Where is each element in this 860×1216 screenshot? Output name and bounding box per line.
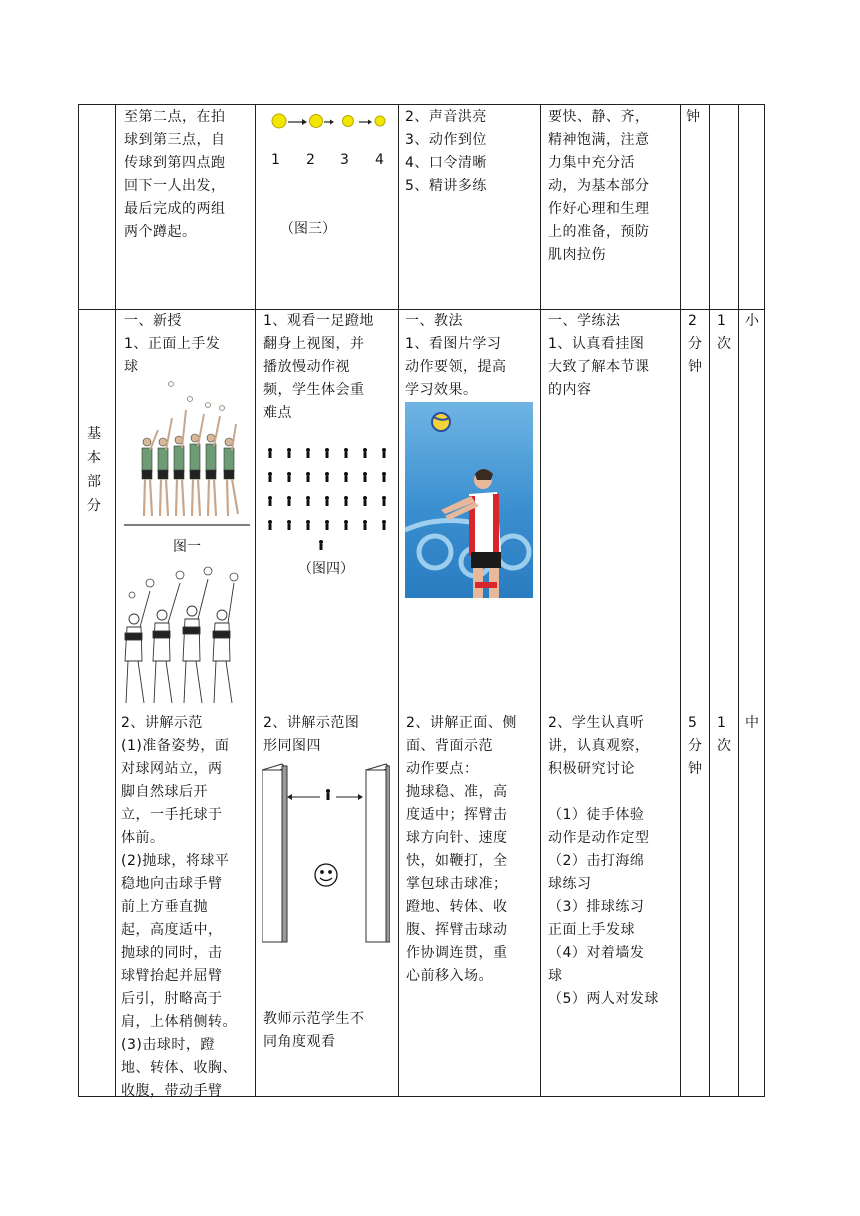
student-icon bbox=[306, 496, 310, 506]
student-icon bbox=[363, 448, 367, 458]
student-icon bbox=[287, 472, 291, 482]
student-icon bbox=[325, 448, 329, 458]
volleyball-icon bbox=[432, 413, 450, 431]
student-icon bbox=[325, 520, 329, 530]
ball-icon bbox=[375, 116, 385, 126]
fig3-number-2: 2 bbox=[306, 152, 315, 168]
fig3-number-3: 3 bbox=[340, 152, 349, 168]
student-icon bbox=[344, 520, 348, 530]
net-post-right bbox=[366, 764, 390, 942]
demo-diagram bbox=[262, 760, 390, 946]
intensity-b: 中 bbox=[745, 715, 760, 731]
teacher-b: 2、讲解正面、侧 面、背面示范 动作要点： 抛球稳、准，高 度适中；挥臂击 球方向针、速度 快，如鞭打，全 掌包球击球准； 蹬地、转体、收 腹、挥臂击球动 作协调连贯，重 心前移入场。 bbox=[406, 715, 517, 984]
student-icon bbox=[344, 472, 348, 482]
volleyball-photo bbox=[405, 402, 533, 598]
student-icon bbox=[363, 496, 367, 506]
teacher-a: 一、教法 1、看图片学习 动作要领，提高 学习效果。 bbox=[405, 313, 507, 398]
org-b: 2、讲解示范图 形同图四 bbox=[263, 715, 360, 754]
student-icon bbox=[268, 472, 272, 482]
student-a: 一、学练法 1、认真看挂图 大致了解本节课 的内容 bbox=[548, 313, 650, 398]
student-icon bbox=[268, 520, 272, 530]
student-icon bbox=[268, 448, 272, 458]
student-icon bbox=[325, 496, 329, 506]
student-icon bbox=[287, 520, 291, 530]
figure3 bbox=[262, 108, 394, 248]
fig3-number-1: 1 bbox=[271, 152, 280, 168]
part-label: 基 本 部 分 bbox=[87, 426, 102, 514]
row1-student: 要快、静、齐， 精神饱满，注意 力集中充分活 动，为基本部分 作好心理和生理 上的准备，预防 肌肉拉伤 bbox=[548, 109, 650, 263]
figure1b-sketch bbox=[122, 561, 248, 709]
student-icon bbox=[382, 496, 386, 506]
figure1-serve-sequence bbox=[124, 378, 250, 528]
student-icon bbox=[287, 448, 291, 458]
time-b: 5 分 钟 bbox=[688, 715, 703, 777]
student-icon bbox=[344, 496, 348, 506]
teacher-icon bbox=[319, 540, 323, 550]
org-a: 1、观看一足蹬地 翻身上视图，并 播放慢动作视 频，学生体会重 难点 bbox=[263, 313, 374, 421]
student-icon bbox=[382, 520, 386, 530]
row1-teacher: 2、声音洪亮 3、动作到位 4、口令清晰 5、精讲多练 bbox=[405, 109, 487, 194]
fig3-number-4: 4 bbox=[375, 152, 384, 168]
fig3-caption: （图三） bbox=[280, 221, 336, 237]
intensity-a: 小 bbox=[745, 313, 760, 329]
fig1-caption: 图一 bbox=[173, 539, 201, 555]
student-icon bbox=[306, 448, 310, 458]
time-a: 2 分 钟 bbox=[688, 313, 703, 375]
teacher-smiley-icon bbox=[315, 864, 337, 886]
student-icon bbox=[287, 496, 291, 506]
student-icon bbox=[326, 789, 330, 800]
figure3-diagram bbox=[262, 108, 394, 148]
student-icon bbox=[382, 472, 386, 482]
student-icon bbox=[325, 472, 329, 482]
row1-content: 至第二点，在拍 球到第三点，自 传球到第四点跑 回下一人出发， 最后完成的两组 两个蹲起。 bbox=[124, 109, 226, 240]
fig4-caption: （图四） bbox=[298, 561, 354, 577]
content-b: 2、讲解示范 (1)准备姿势，面 对球网站立，两 脚自然球后开 立，一手托球于 体前。 (2)抛球，将球平 稳地向击球手臂 前上方垂直抛 起，高度适中， 抛球的同时，击 球臂抬起并屈臂 后引，肘略高于 肩，上体稍侧转。 (3)击球时，蹬 地、转体、收胸、 收腹，带动手臂 bbox=[121, 715, 237, 1099]
figure4-formation bbox=[264, 446, 388, 554]
student-icon bbox=[268, 496, 272, 506]
ball-icon bbox=[343, 116, 354, 127]
student-icon bbox=[382, 448, 386, 458]
student-b: 2、学生认真听 讲，认真观察， 积极研究讨论 （1）徒手体验 动作是动作定型 （2）击打海绵 球练习 （3）排球练习 正面上手发球 （4）对着墙发 球 （5）两人对发球 bbox=[548, 715, 659, 1007]
student-icon bbox=[363, 472, 367, 482]
count-a: 1 次 bbox=[717, 313, 732, 352]
org-b-note: 教师示范学生不 同角度观看 bbox=[263, 1011, 365, 1050]
net-post-left bbox=[262, 764, 287, 942]
student-icon bbox=[306, 472, 310, 482]
row1-time: 钟 bbox=[686, 109, 701, 125]
student-icon bbox=[306, 520, 310, 530]
ball-icon bbox=[272, 114, 286, 128]
count-b: 1 次 bbox=[717, 715, 732, 754]
content-a: 一、新授 1、正面上手发 球 bbox=[124, 313, 221, 375]
student-icon bbox=[363, 520, 367, 530]
ball-icon bbox=[310, 115, 323, 128]
student-icon bbox=[344, 448, 348, 458]
